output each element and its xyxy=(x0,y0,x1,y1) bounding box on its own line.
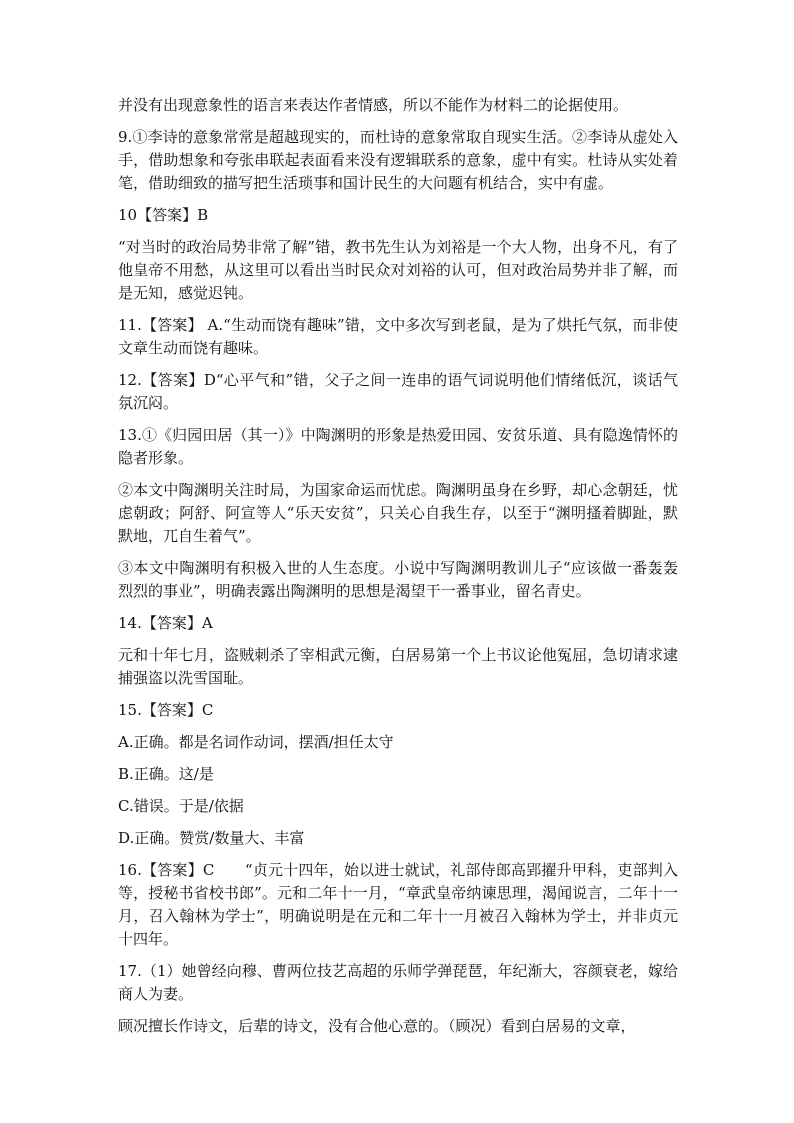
paragraph-answer-9: 9.①李诗的意象常常是超越现实的，而杜诗的意象常取自现实生活。②李诗从虚处入手，借助想象和夸张串联起表面看来没有逻辑联系的意象，虚中有实。杜诗从实处着笔，借助细致的描写把生活琐事和国计民生的大问题有机结合，实中有虚。 xyxy=(118,128,678,192)
paragraph-materials-note: 并没有出现意象性的语言来表达作者情感，所以不能作为材料二的论据使用。 xyxy=(118,96,629,114)
paragraph-answer-14-explanation: 元和十年七月，盗贼刺杀了宰相武元衡，白居易第一个上书议论他冤屈，急切请求逮捕强盗以洗雪国耻。 xyxy=(118,646,678,687)
paragraph-answer-17-2: 顾况擅长作诗文，后辈的诗文，没有合他心意的。（顾况）看到白居易的文章， xyxy=(118,1017,636,1035)
paragraph-answer-10: 10【答案】B xyxy=(118,206,209,224)
document-page xyxy=(118,94,678,1047)
paragraph-answer-10-explanation: “对当时的政治局势非常了解”错，教书先生认为刘裕是一个大人物，出身不凡，有了他皇帝不用愁，从这里可以看出当时民众对刘裕的认可，但对政治局势并非了解，而是无知，感觉迟钝。 xyxy=(118,238,678,302)
paragraph-answer-13-2: ②本文中陶渊明关注时局，为国家命运而忧虑。陶渊明虽身在乡野，却心念朝廷，忧虑朝政；阿舒、阿宣等人“乐天安贫”，只关心自我生存，以至于“渊明搔着脚趾，默默地，兀自生着气”。 xyxy=(118,481,678,545)
paragraph-answer-15-d: D.正确。赞赏/数量大、丰富 xyxy=(118,829,305,847)
paragraph-answer-13-1: 13.①《归园田居（其一）》中陶渊明的形象是热爱田园、安贫乐道、具有隐逸情怀的隐者形象。 xyxy=(118,426,678,467)
paragraph-answer-15-b: B.正确。这/是 xyxy=(118,765,214,783)
paragraph-answer-16: 16.【答案】C “贞元十四年，始以进士就试，礼部侍郎高郢擢升甲科，吏部判入等，授秘书省校书郎”。元和二年十一月，“章武皇帝纳谏思理，渴闻说言，二年十一月，召入翰林为学士”，明确说明是在元和二年十一月被召入翰林为学士，并非贞元十四年。 xyxy=(118,861,678,948)
paragraph-answer-12: 12.【答案】D“心平气和”错，父子之间一连串的语气词说明他们情绪低沉，谈话气氛沉闷。 xyxy=(118,371,678,412)
paragraph-answer-15-a: A.正确。都是名词作动词，摆酒/担任太守 xyxy=(118,733,394,751)
paragraph-answer-11: 11.【答案】 A.“生动而饶有趣味”错，文中多次写到老鼠，是为了烘托气氛，而非使文章生动而饶有趣味。 xyxy=(118,316,678,357)
paragraph-answer-13-3: ③本文中陶渊明有积极入世的人生态度。小说中写陶渊明教训儿子“应该做一番轰轰烈烈的事业”，明确表露出陶渊明的思想是渴望干一番事业，留名青史。 xyxy=(118,559,678,600)
paragraph-answer-15: 15.【答案】C xyxy=(118,701,214,719)
paragraph-answer-14: 14.【答案】A xyxy=(118,614,213,632)
paragraph-answer-17-1: 17.（1）她曾经向穆、曹两位技艺高超的乐师学弹琵琶，年纪渐大，容颜衰老，嫁给商人为妻。 xyxy=(118,962,678,1003)
paragraph-answer-15-c: C.错误。于是/依据 xyxy=(118,797,244,815)
